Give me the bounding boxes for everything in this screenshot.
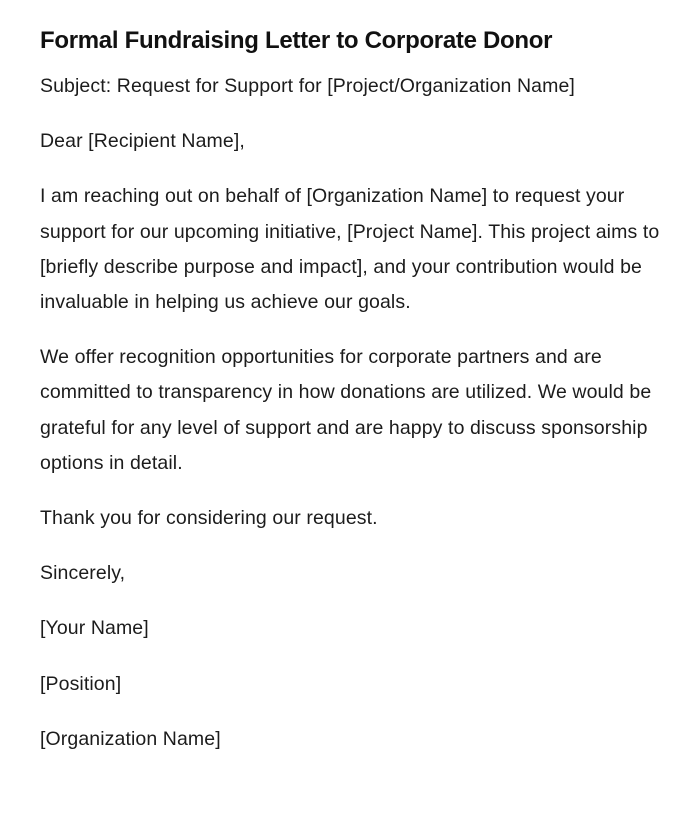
- letter-subject: Subject: Request for Support for [Project/Organization Name]: [40, 75, 575, 97]
- letter-greeting: Dear [Recipient Name],: [40, 130, 245, 153]
- signature-organization: [Organization Name]: [40, 727, 221, 750]
- letter-body-paragraph: I am reaching out on behalf of [Organization Name] to request your support for our upcoming initiative, [Project Name]. This project aims to [briefly describe purpose and impact], and your contribution would be invaluable in helping us achieve our goals.: [40, 185, 660, 314]
- signature-position: [Position]: [40, 672, 122, 695]
- letter-title: Formal Fundraising Letter to Corporate Donor: [40, 27, 553, 54]
- signature-name: [Your Name]: [40, 617, 149, 640]
- letter-thanks: Thank you for considering our request.: [40, 507, 378, 530]
- letter-closing: Sincerely,: [40, 562, 126, 585]
- letter-body-paragraph: We offer recognition opportunities for corporate partners and are committed to transparency in how donations are utilized. We would be grateful for any level of support and are happy to discuss sponsorship options in detail.: [40, 346, 652, 474]
